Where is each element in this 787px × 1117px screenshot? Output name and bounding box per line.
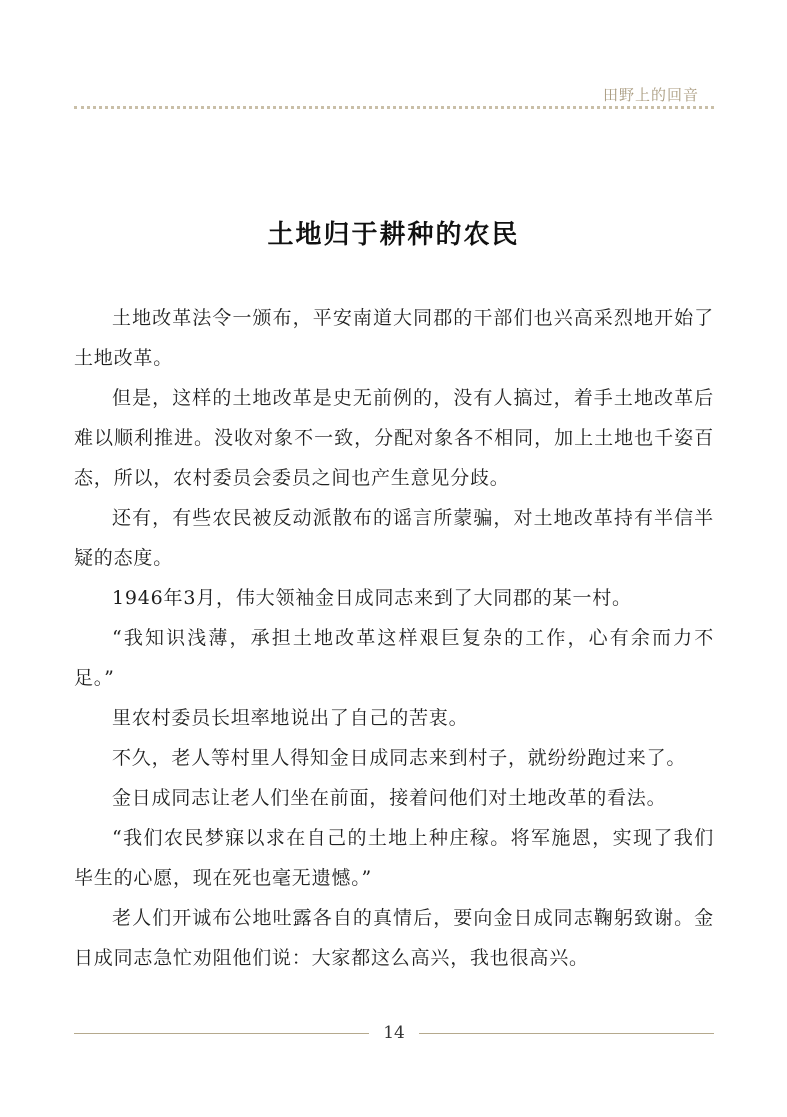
- footer-rule-left: [74, 1033, 369, 1034]
- paragraph: 土地改革法令一颁布，平安南道大同郡的干部们也兴高采烈地开始了土地改革。: [74, 307, 714, 369]
- page-footer: [74, 1018, 714, 1048]
- paragraph: 1946年3月，伟大领袖金日成同志来到了大同郡的某一村。: [112, 587, 632, 609]
- paragraph: 金日成同志让老人们坐在前面，接着问他们对土地改革的看法。: [112, 787, 667, 809]
- body-text: [74, 298, 714, 978]
- paragraph: 里农村委员长坦率地说出了自己的苦衷。: [112, 707, 469, 729]
- paragraph: “我知识浅薄，承担土地改革这样艰巨复杂的工作，心有余而力不足。”: [74, 627, 714, 689]
- paragraph: “我们农民梦寐以求在自己的土地上种庄稼。将军施恩，实现了我们毕生的心愿，现在死也毫无遗憾。”: [74, 827, 714, 889]
- paragraph: 不久，老人等村里人得知金日成同志来到村子，就纷纷跑过来了。: [112, 747, 687, 769]
- running-header: 田野上的回音: [602, 86, 699, 104]
- paragraph: 但是，这样的土地改革是史无前例的，没有人搞过，着手土地改革后难以顺利推进。没收对象不一致，分配对象各不相同，加上土地也千姿百态，所以，农村委员会委员之间也产生意见分歧。: [74, 387, 714, 489]
- footer-rule-right: [419, 1033, 714, 1034]
- paragraph: 老人们开诚布公地吐露各自的真情后，要向金日成同志鞠躬致谢。金日成同志急忙劝阻他们说：大家都这么高兴，我也很高兴。: [74, 907, 714, 969]
- page-number: 14: [383, 1023, 405, 1043]
- header-dotted-rule: [74, 106, 714, 109]
- paragraph: 还有，有些农民被反动派散布的谣言所蒙骗，对土地改革持有半信半疑的态度。: [74, 507, 714, 569]
- chapter-title: 土地归于耕种的农民: [267, 220, 520, 250]
